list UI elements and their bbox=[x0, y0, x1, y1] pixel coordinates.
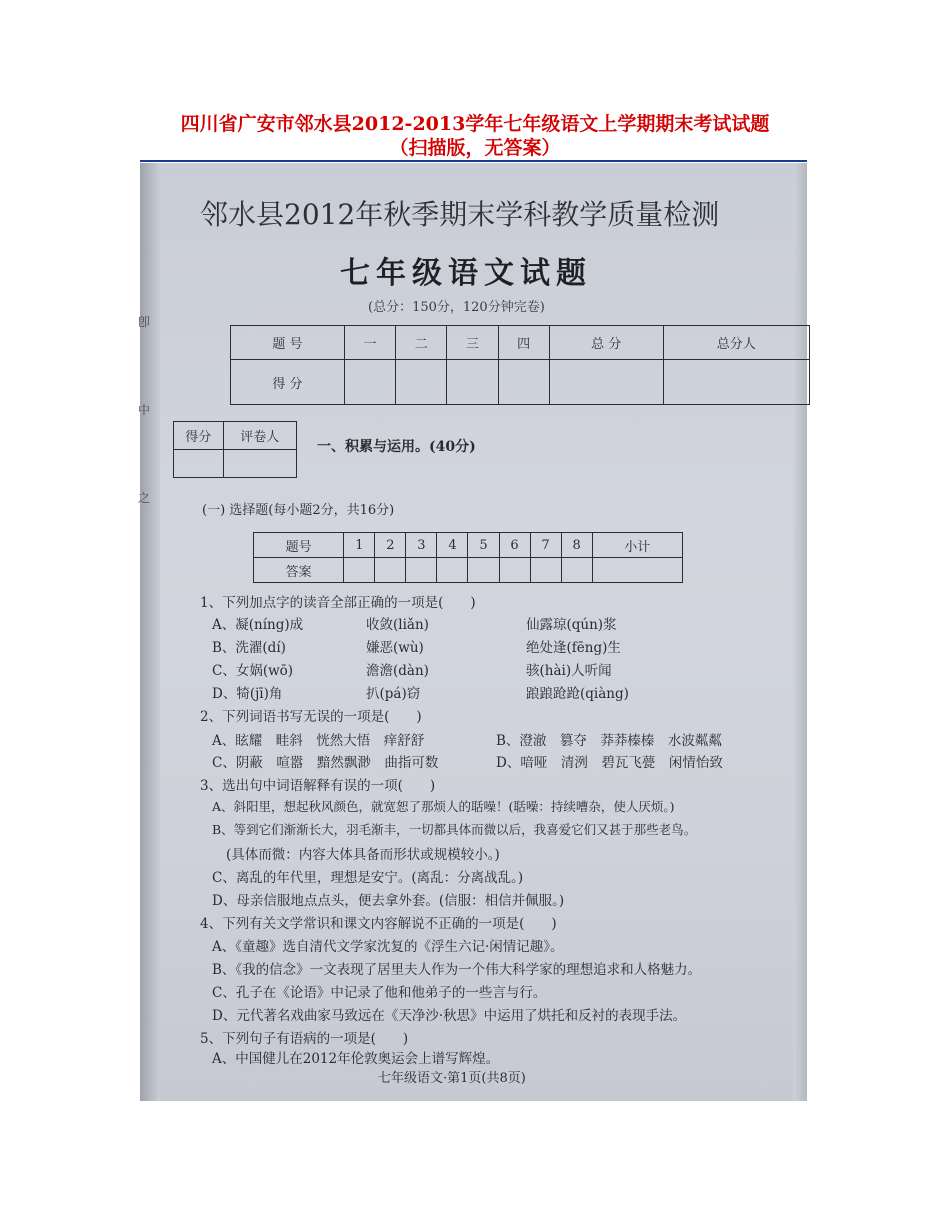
option-text: B、《我的信念》一文表现了居里夫人作为一个伟大科学家的理想追求和人格魅力。 bbox=[212, 962, 702, 978]
margin-mark: 中 bbox=[138, 403, 151, 417]
option-text: A、中国健儿在2012年伦敦奥运会上谱写辉煌。 bbox=[212, 1051, 500, 1067]
table-row bbox=[174, 450, 297, 478]
section-heading: 一、积累与运用。(40分) bbox=[317, 439, 476, 455]
score-cell bbox=[549, 360, 663, 405]
grader-table bbox=[173, 421, 297, 478]
table-header: 二 bbox=[396, 326, 447, 360]
scanned-exam-page bbox=[140, 163, 807, 1101]
table-header: 7 bbox=[530, 533, 561, 558]
table-header: 6 bbox=[499, 533, 530, 558]
answer-cell bbox=[468, 558, 499, 583]
table-row-label: 得 分 bbox=[231, 360, 345, 405]
table-row-label: 答案 bbox=[254, 558, 344, 583]
table-header: 总分人 bbox=[663, 326, 809, 360]
option-text: 仙露琼(qún)浆 bbox=[526, 617, 617, 633]
question-5: 5、下列句子有语病的一项是( ) bbox=[200, 1031, 409, 1047]
table-header: 小计 bbox=[592, 533, 682, 558]
table-header: 三 bbox=[447, 326, 498, 360]
option-text: C、阴蔽 喧嚣 黯然飘渺 曲指可数 bbox=[212, 755, 439, 771]
answer-cell bbox=[530, 558, 561, 583]
question-2: 2、下列词语书写无误的一项是( ) bbox=[200, 709, 422, 725]
option-text: B、澄澈 篡夺 莽莽榛榛 水波粼粼 bbox=[496, 733, 722, 749]
document-title bbox=[0, 112, 950, 160]
option-text: 嫌恶(wù) bbox=[366, 640, 424, 656]
answer-cell bbox=[499, 558, 530, 583]
table-row bbox=[254, 558, 683, 583]
table-header: 2 bbox=[375, 533, 406, 558]
option-text: A、眩耀 畦斜 恍然大悟 痒舒舒 bbox=[212, 733, 425, 749]
subsection-heading: (一) 选择题(每小题2分，共16分) bbox=[202, 503, 395, 518]
answer-cell bbox=[406, 558, 437, 583]
score-cell bbox=[447, 360, 498, 405]
table-header: 题 号 bbox=[231, 326, 345, 360]
score-cell bbox=[396, 360, 447, 405]
option-text: (具体而微：内容大体具备而形状或规模较小。) bbox=[226, 847, 500, 863]
table-row bbox=[254, 533, 683, 558]
option-text: 踉踉跄跄(qiàng) bbox=[526, 686, 629, 702]
question-4: 4、下列有关文学常识和课文内容解说不正确的一项是( ) bbox=[200, 916, 557, 932]
score-cell bbox=[223, 450, 296, 478]
table-header: 总 分 bbox=[549, 326, 663, 360]
answer-cell bbox=[561, 558, 592, 583]
answer-cell bbox=[437, 558, 468, 583]
exam-subject: 七年级语文试题 bbox=[340, 256, 592, 291]
option-text: B、等到它们渐渐长大，羽毛渐丰，一切都具体而微以后，我喜爱它们又甚于那些老鸟。 bbox=[212, 822, 697, 837]
answer-table bbox=[253, 532, 683, 583]
option-text: A、斜阳里，想起秋风颜色，就宽恕了那烦人的聒噪！(聒噪：持续嘈杂，使人厌烦。) bbox=[212, 799, 675, 814]
table-row bbox=[174, 422, 297, 450]
option-text: D、母亲信服地点点头，便去拿外套。(信服：相信并佩服。) bbox=[212, 893, 565, 909]
option-text: D、犄(jī)角 bbox=[212, 686, 283, 702]
title-divider bbox=[140, 160, 807, 162]
option-text: 收敛(liǎn) bbox=[366, 617, 429, 633]
score-table bbox=[230, 325, 810, 405]
option-text: 扒(pá)窃 bbox=[366, 686, 421, 702]
score-cell bbox=[174, 450, 224, 478]
table-header: 1 bbox=[344, 533, 375, 558]
option-text: 骇(hài)人听闻 bbox=[526, 663, 612, 679]
table-header: 4 bbox=[437, 533, 468, 558]
table-header: 四 bbox=[498, 326, 549, 360]
title-line-2: （扫描版，无答案） bbox=[389, 137, 561, 159]
table-row bbox=[231, 326, 810, 360]
table-header: 得分 bbox=[174, 422, 224, 450]
table-header: 评卷人 bbox=[223, 422, 296, 450]
option-text: D、元代著名戏曲家马致远在《天净沙·秋思》中运用了烘托和反衬的表现手法。 bbox=[212, 1008, 687, 1024]
exam-note: (总分：150分，120分钟完卷) bbox=[368, 300, 545, 315]
title-line-1: 四川省广安市邻水县2012-2013学年七年级语文上学期期末考试试题 bbox=[180, 113, 770, 135]
table-header: 8 bbox=[561, 533, 592, 558]
table-header: 题号 bbox=[254, 533, 344, 558]
table-header: 一 bbox=[344, 326, 395, 360]
page-footer: 七年级语文·第1页(共8页) bbox=[378, 1071, 526, 1086]
scan-edge-shadow-right bbox=[793, 163, 807, 1101]
exam-heading: 邻水县2012年秋季期末学科教学质量检测 bbox=[200, 198, 720, 231]
margin-mark: 卽 bbox=[138, 315, 151, 329]
answer-cell bbox=[344, 558, 375, 583]
table-header: 5 bbox=[468, 533, 499, 558]
margin-mark: 之 bbox=[138, 491, 151, 505]
question-1: 1、下列加点字的读音全部正确的一项是( ) bbox=[200, 595, 476, 611]
table-header: 3 bbox=[406, 533, 437, 558]
option-text: B、洗濯(dí) bbox=[212, 640, 286, 656]
score-cell bbox=[663, 360, 809, 405]
score-cell bbox=[498, 360, 549, 405]
option-text: 绝处逢(fēng)生 bbox=[526, 640, 621, 656]
table-row bbox=[231, 360, 810, 405]
scan-edge-shadow bbox=[140, 163, 160, 1101]
option-text: D、喑哑 清洌 碧瓦飞甍 闲情怡致 bbox=[496, 755, 723, 771]
option-text: C、离乱的年代里，理想是安宁。(离乱：分离战乱。) bbox=[212, 870, 524, 886]
question-3: 3、选出句中词语解释有误的一项( ) bbox=[200, 778, 436, 794]
score-cell bbox=[344, 360, 395, 405]
option-text: C、女娲(wō) bbox=[212, 663, 294, 679]
option-text: A、《童趣》选自清代文学家沈复的《浮生六记·闲情记趣》。 bbox=[212, 939, 564, 955]
option-text: A、凝(níng)成 bbox=[212, 617, 304, 633]
option-text: C、孔子在《论语》中记录了他和他弟子的一些言与行。 bbox=[212, 985, 547, 1001]
answer-cell bbox=[375, 558, 406, 583]
answer-cell bbox=[592, 558, 682, 583]
option-text: 澹澹(dàn) bbox=[366, 663, 429, 679]
